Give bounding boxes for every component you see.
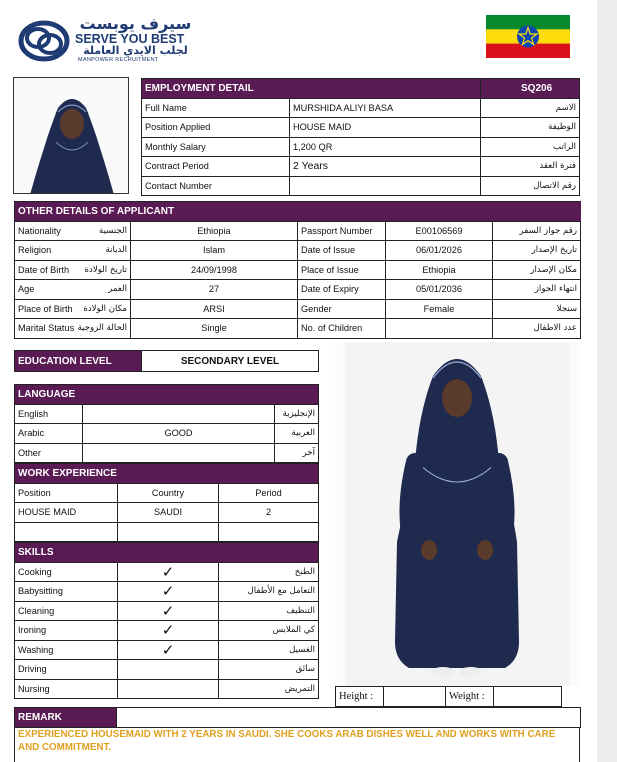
detail-value: 24/09/1998 [131,260,298,280]
detail-value: Ethiopia [131,221,298,241]
field-value-contract: 2 Years [290,157,481,177]
skill-check-icon [118,679,219,699]
field-value-full-name: MURSHIDA ALIYI BASA [290,98,481,118]
field-label: Contact Number [142,176,290,196]
table-row [15,562,319,582]
detail-arabic-label: عدد الاطفال [493,319,581,339]
table-row [15,241,581,261]
detail-value [386,319,493,339]
detail-value: Islam [131,241,298,261]
skill-arabic-name: الطبخ [219,562,319,582]
detail-label: Nationality [15,221,75,241]
field-label: Contract Period [142,157,290,177]
remark-text: EXPERIENCED HOUSEMAID WITH 2 YEARS IN SAUDI. SHE COOKS ARAB DISHES WELL AND WORKS WITH CARE AND COMMITMENT. [14,728,580,762]
table-row [142,137,580,157]
detail-arabic-label: الديانة [75,241,131,261]
other-details-header: OTHER DETAILS OF APPLICANT [15,202,581,222]
table-row [15,522,319,542]
work-country: SAUDI [118,503,219,523]
table-row [15,640,319,660]
reference-code: SQ206 [481,79,580,99]
education-row [15,351,319,372]
field-arabic-label: فترة العقد [481,157,580,177]
column-header-period: Period [219,483,319,503]
skill-name: Nursing [15,679,118,699]
detail-value: ARSI [131,299,298,319]
table-row [15,299,581,319]
language-header-row [15,385,319,405]
skills-header-row [15,543,319,563]
field-arabic-label: رقم الاتصال [481,176,580,196]
remark-header: REMARK [15,708,117,728]
table-row [15,424,319,444]
field-arabic-label: الراتب [481,137,580,157]
skill-arabic-name: التمريض [219,679,319,699]
field-value-salary: 1,200 QR [290,137,481,157]
table-row [15,443,319,463]
work-period: 2 [219,503,319,523]
skill-check-icon: ✓ [118,640,219,660]
education-level-value: SECONDARY LEVEL [142,351,319,372]
language-level [83,443,275,463]
detail-label: Place of Birth [15,299,75,319]
detail-value: 05/01/2036 [386,280,493,300]
other-details-table [14,201,581,339]
detail-arabic-label: تاريخ الولادة [75,260,131,280]
detail-value: Ethiopia [386,260,493,280]
skill-arabic-name: التنظيف [219,601,319,621]
column-header-position: Position [15,483,118,503]
detail-value: Female [386,299,493,319]
field-label: Full Name [142,98,290,118]
detail-value: E00106569 [386,221,493,241]
skill-name: Washing [15,640,118,660]
table-row [142,157,580,177]
detail-label: Place of Issue [298,260,386,280]
field-value-position: HOUSE MAID [290,118,481,138]
language-name: Other [15,443,83,463]
detail-arabic-label: الجنسية [75,221,131,241]
table-row [15,260,581,280]
logo-arabic-name: سيرف يوبست [79,14,192,33]
work-columns-row [15,483,319,503]
detail-arabic-label: العمر [75,280,131,300]
weight-value [494,687,562,707]
education-level-label: EDUCATION LEVEL [15,351,142,372]
field-label: Position Applied [142,118,290,138]
remark-header-blank [117,708,581,728]
detail-arabic-label: مكان الإصدار [493,260,581,280]
logo-english-name: SERVE YOU BEST [75,32,185,46]
work-position: HOUSE MAID [15,503,118,523]
detail-label: Marital Status [15,319,75,339]
skill-name: Driving [15,660,118,680]
skill-name: Cleaning [15,601,118,621]
detail-label: Age [15,280,75,300]
detail-label: Passport Number [298,221,386,241]
skill-name: Babysitting [15,582,118,602]
table-row [15,503,319,523]
language-level [83,404,275,424]
table-row [142,98,580,118]
height-label: Height : [336,687,384,707]
detail-arabic-label: سنجلا [493,299,581,319]
education-level-table [14,350,319,372]
detail-arabic-label: رقم جواز السفر [493,221,581,241]
field-value-contact [290,176,481,196]
measurements-row [336,687,562,707]
skill-check-icon: ✓ [118,601,219,621]
detail-value: Single [131,319,298,339]
detail-value: 27 [131,280,298,300]
language-arabic-name: آخر [275,443,319,463]
other-details-header-row [15,202,581,222]
language-arabic-name: الإنجليزية [275,404,319,424]
detail-arabic-label: الحالة الزوجية [75,319,131,339]
logo-arabic-sub: لجلب الايدي العاملة [83,44,188,57]
field-arabic-label: الاسم [481,98,580,118]
employment-header: EMPLOYMENT DETAIL [142,79,481,99]
remark-table [14,707,581,728]
measurements-table [335,686,562,707]
skill-check-icon: ✓ [118,562,219,582]
skill-check-icon: ✓ [118,582,219,602]
skill-arabic-name: الغسيل [219,640,319,660]
logo-tagline: MANPOWER RECRUITMENT [78,57,159,63]
table-row [15,404,319,424]
detail-label: Date of Issue [298,241,386,261]
height-value [384,687,446,707]
applicant-full-body-photo [335,342,580,686]
applicant-portrait-photo [13,77,129,194]
detail-arabic-label: انتهاء الجواز [493,280,581,300]
column-header-country: Country [118,483,219,503]
ethiopia-flag [486,15,570,58]
table-row [15,660,319,680]
language-name: Arabic [15,424,83,444]
work-period [219,522,319,542]
employment-header-row [142,79,580,99]
work-experience-header: WORK EXPERIENCE [15,464,319,484]
employment-detail-table [141,78,580,196]
detail-label: Gender [298,299,386,319]
work-header-row [15,464,319,484]
table-row [142,176,580,196]
skill-check-icon [118,660,219,680]
table-row [15,280,581,300]
skill-arabic-name: سائق [219,660,319,680]
language-arabic-name: العربية [275,424,319,444]
skills-table [14,542,319,699]
skill-arabic-name: التعامل مع الأطفال [219,582,319,602]
field-arabic-label: الوظيفة [481,118,580,138]
skill-name: Ironing [15,621,118,641]
language-header: LANGUAGE [15,385,319,405]
detail-label: No. of Children [298,319,386,339]
language-table [14,384,319,463]
skills-header: SKILLS [15,543,319,563]
detail-label: Date of Expiry [298,280,386,300]
language-name: English [15,404,83,424]
detail-label: Date of Birth [15,260,75,280]
logo-mark-icon [18,18,70,64]
page-gutter [597,0,617,762]
table-row [15,582,319,602]
table-row [142,118,580,138]
detail-label: Religion [15,241,75,261]
company-logo [18,14,198,66]
table-row [15,601,319,621]
skill-check-icon: ✓ [118,621,219,641]
detail-arabic-label: تاريخ الإصدار [493,241,581,261]
detail-value: 06/01/2026 [386,241,493,261]
weight-label: Weight : [446,687,494,707]
skill-name: Cooking [15,562,118,582]
table-row [15,221,581,241]
work-position [15,522,118,542]
field-label: Monthly Salary [142,137,290,157]
language-level: GOOD [83,424,275,444]
table-row [15,621,319,641]
table-row [15,319,581,339]
table-row [15,679,319,699]
work-experience-table [14,463,319,542]
work-country [118,522,219,542]
remark-header-row [15,708,581,728]
skill-arabic-name: كي الملابس [219,621,319,641]
detail-arabic-label: مكان الولادة [75,299,131,319]
